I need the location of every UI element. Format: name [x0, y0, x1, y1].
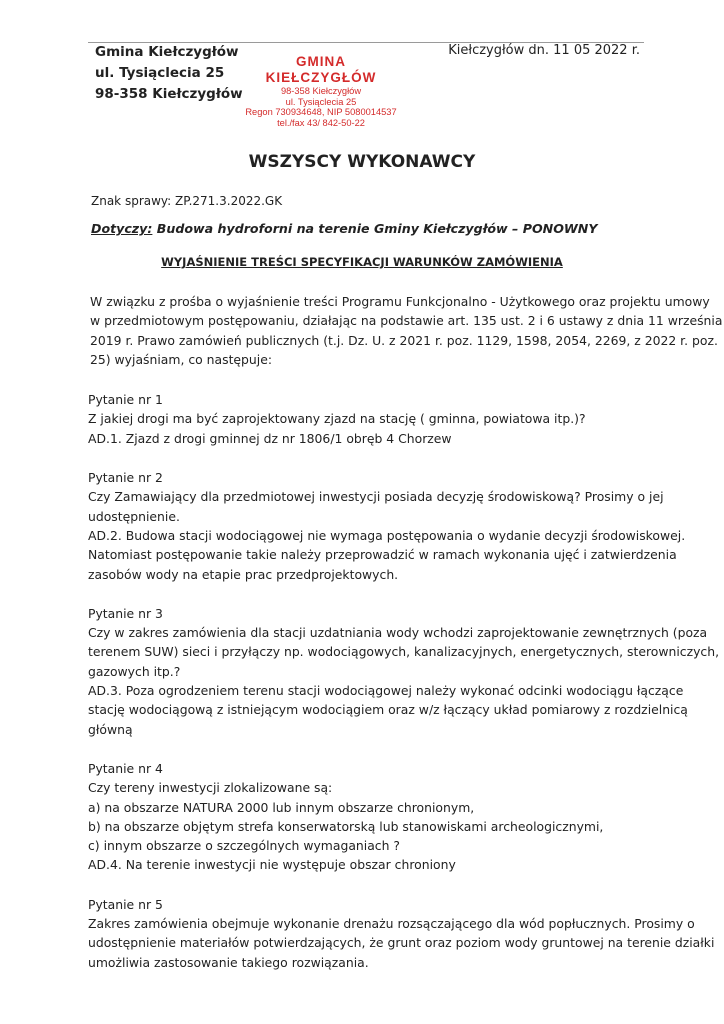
question-line: udostępnienie. [88, 508, 180, 524]
regarding-label: Dotyczy: [91, 221, 153, 236]
stamp-regon-nip: Regon 730934648, NIP 5080014537 [245, 107, 397, 117]
answer-line: AD.1. Zjazd z drogi gminnej dz nr 1806/1 obręb 4 Chorzew [88, 430, 452, 446]
sender-street: ul. Tysiąclecia 25 [95, 65, 225, 81]
answer-line: AD.4. Na terenie inwestycji nie występuje obszar chroniony [88, 857, 456, 873]
question-header: Pytanie nr 1 [88, 392, 163, 408]
question-4 [88, 759, 650, 875]
addressee-heading: WSZYSCY WYKONAWCY [248, 152, 476, 172]
question-line: udostępnienie materiałów potwierdzających, że grunt oraz poziom wody gruntowej na terenie działki [88, 935, 715, 951]
place-and-date: Kiełczygłów dn. 11 05 2022 r. [448, 43, 640, 58]
question-header: Pytanie nr 3 [88, 605, 163, 621]
intro-line: 25) wyjaśniam, co następuje: [90, 351, 273, 367]
answer-line: stację wodociągową z istniejącym wodociągiem oraz w/z łączący układ pomiarowy z rozdzielnicą [88, 702, 688, 718]
regarding-line [91, 221, 597, 236]
question-header: Pytanie nr 4 [88, 760, 163, 776]
intro-paragraph [90, 292, 723, 369]
intro-line: W związku z prośba o wyjaśnienie treści Programu Funkcjonalno - Użytkowego oraz projektu umowy [90, 294, 710, 309]
question-line: gazowych itp.? [88, 663, 181, 679]
stamp-postcode: 98-358 Kiełczygłów [280, 86, 362, 96]
sender-address [95, 42, 243, 105]
question-line: Czy Zamawiający dla przedmiotowej inwestycji posiada decyzję środowiskową? Prosimy o jej [88, 489, 664, 505]
question-2 [88, 468, 686, 584]
question-line: terenem SUW) sieci i przyłączy np. wodociągowych, kanalizacyjnych, energetycznych, sterowniczych, [88, 644, 720, 660]
stamp-title: GMINA KIEŁCZYGŁÓW [265, 54, 377, 85]
sender-name: Gmina Kiełczygłów [95, 44, 239, 60]
answer-line: zasobów wody na etapie prac przedprojektowych. [88, 566, 399, 582]
answer-line: Natomiast postępowanie takie należy przeprowadzić w ramach wykonania ujęć i zatwierdzenia [88, 547, 677, 563]
intro-line: 2019 r. Prawo zamówień publicznych (t.j. Dz. U. z 2021 r. poz. 1129, 1598, 2054, 2269, z 2022 r. poz. [90, 332, 718, 348]
question-5 [88, 895, 715, 972]
official-stamp [242, 54, 400, 128]
case-reference: Znak sprawy: ZP.271.3.2022.GK [91, 194, 283, 208]
question-line: Czy w zakres zamówienia dla stacji uzdatniania wody wchodzi zaprojektowanie zewnętrznych (poza [88, 625, 708, 641]
stamp-street: ul. Tysiąclecia 25 [285, 96, 357, 107]
answer-line: AD.3. Poza ogrodzeniem terenu stacji wodociągowej należy wykonać odcinki wodociągu łączące [88, 683, 684, 699]
document-subtitle: WYJAŚNIENIE TREŚCI SPECYFIKACJI WARUNKÓW ZAMÓWIENIA [161, 255, 563, 269]
answer-line: AD.2. Budowa stacji wodociągowej nie wymaga postępowania o wydanie decyzji środowiskowej. [88, 527, 686, 543]
intro-line: w przedmiotowym postępowaniu, działając na podstawie art. 135 ust. 2 i 6 ustawy z dnia 11 września [90, 313, 723, 329]
document-body [88, 292, 723, 992]
question-header: Pytanie nr 5 [88, 896, 163, 912]
question-line: Z jakiej drogi ma być zaprojektowany zjazd na stację ( gminna, powiatowa itp.)? [88, 411, 586, 427]
question-line: a) na obszarze NATURA 2000 lub innym obszarze chronionym, [88, 799, 475, 815]
question-3 [88, 604, 720, 739]
question-header: Pytanie nr 2 [88, 470, 163, 486]
answer-line: główną [88, 721, 133, 737]
sender-city: 98-358 Kiełczygłów [95, 86, 243, 102]
question-line: Zakres zamówienia obejmuje wykonanie drenażu rozsączającego dla wód popłucznych. Prosimy o [88, 916, 695, 932]
stamp-phone: tel./fax 43/ 842-50-22 [277, 117, 365, 128]
question-line: Czy tereny inwestycji zlokalizowane są: [88, 780, 333, 796]
question-1 [88, 390, 650, 448]
question-line: b) na obszarze objętym strefa konserwatorską lub stanowiskami archeologicznymi, [88, 818, 604, 834]
question-line: c) innym obszarze o szczególnych wymaganiach ? [88, 838, 400, 854]
question-line: umożliwia zastosowanie takiego rozwiązania. [88, 954, 369, 970]
regarding-text: Budowa hydroforni na terenie Gminy Kiełczygłów – PONOWNY [152, 221, 598, 236]
